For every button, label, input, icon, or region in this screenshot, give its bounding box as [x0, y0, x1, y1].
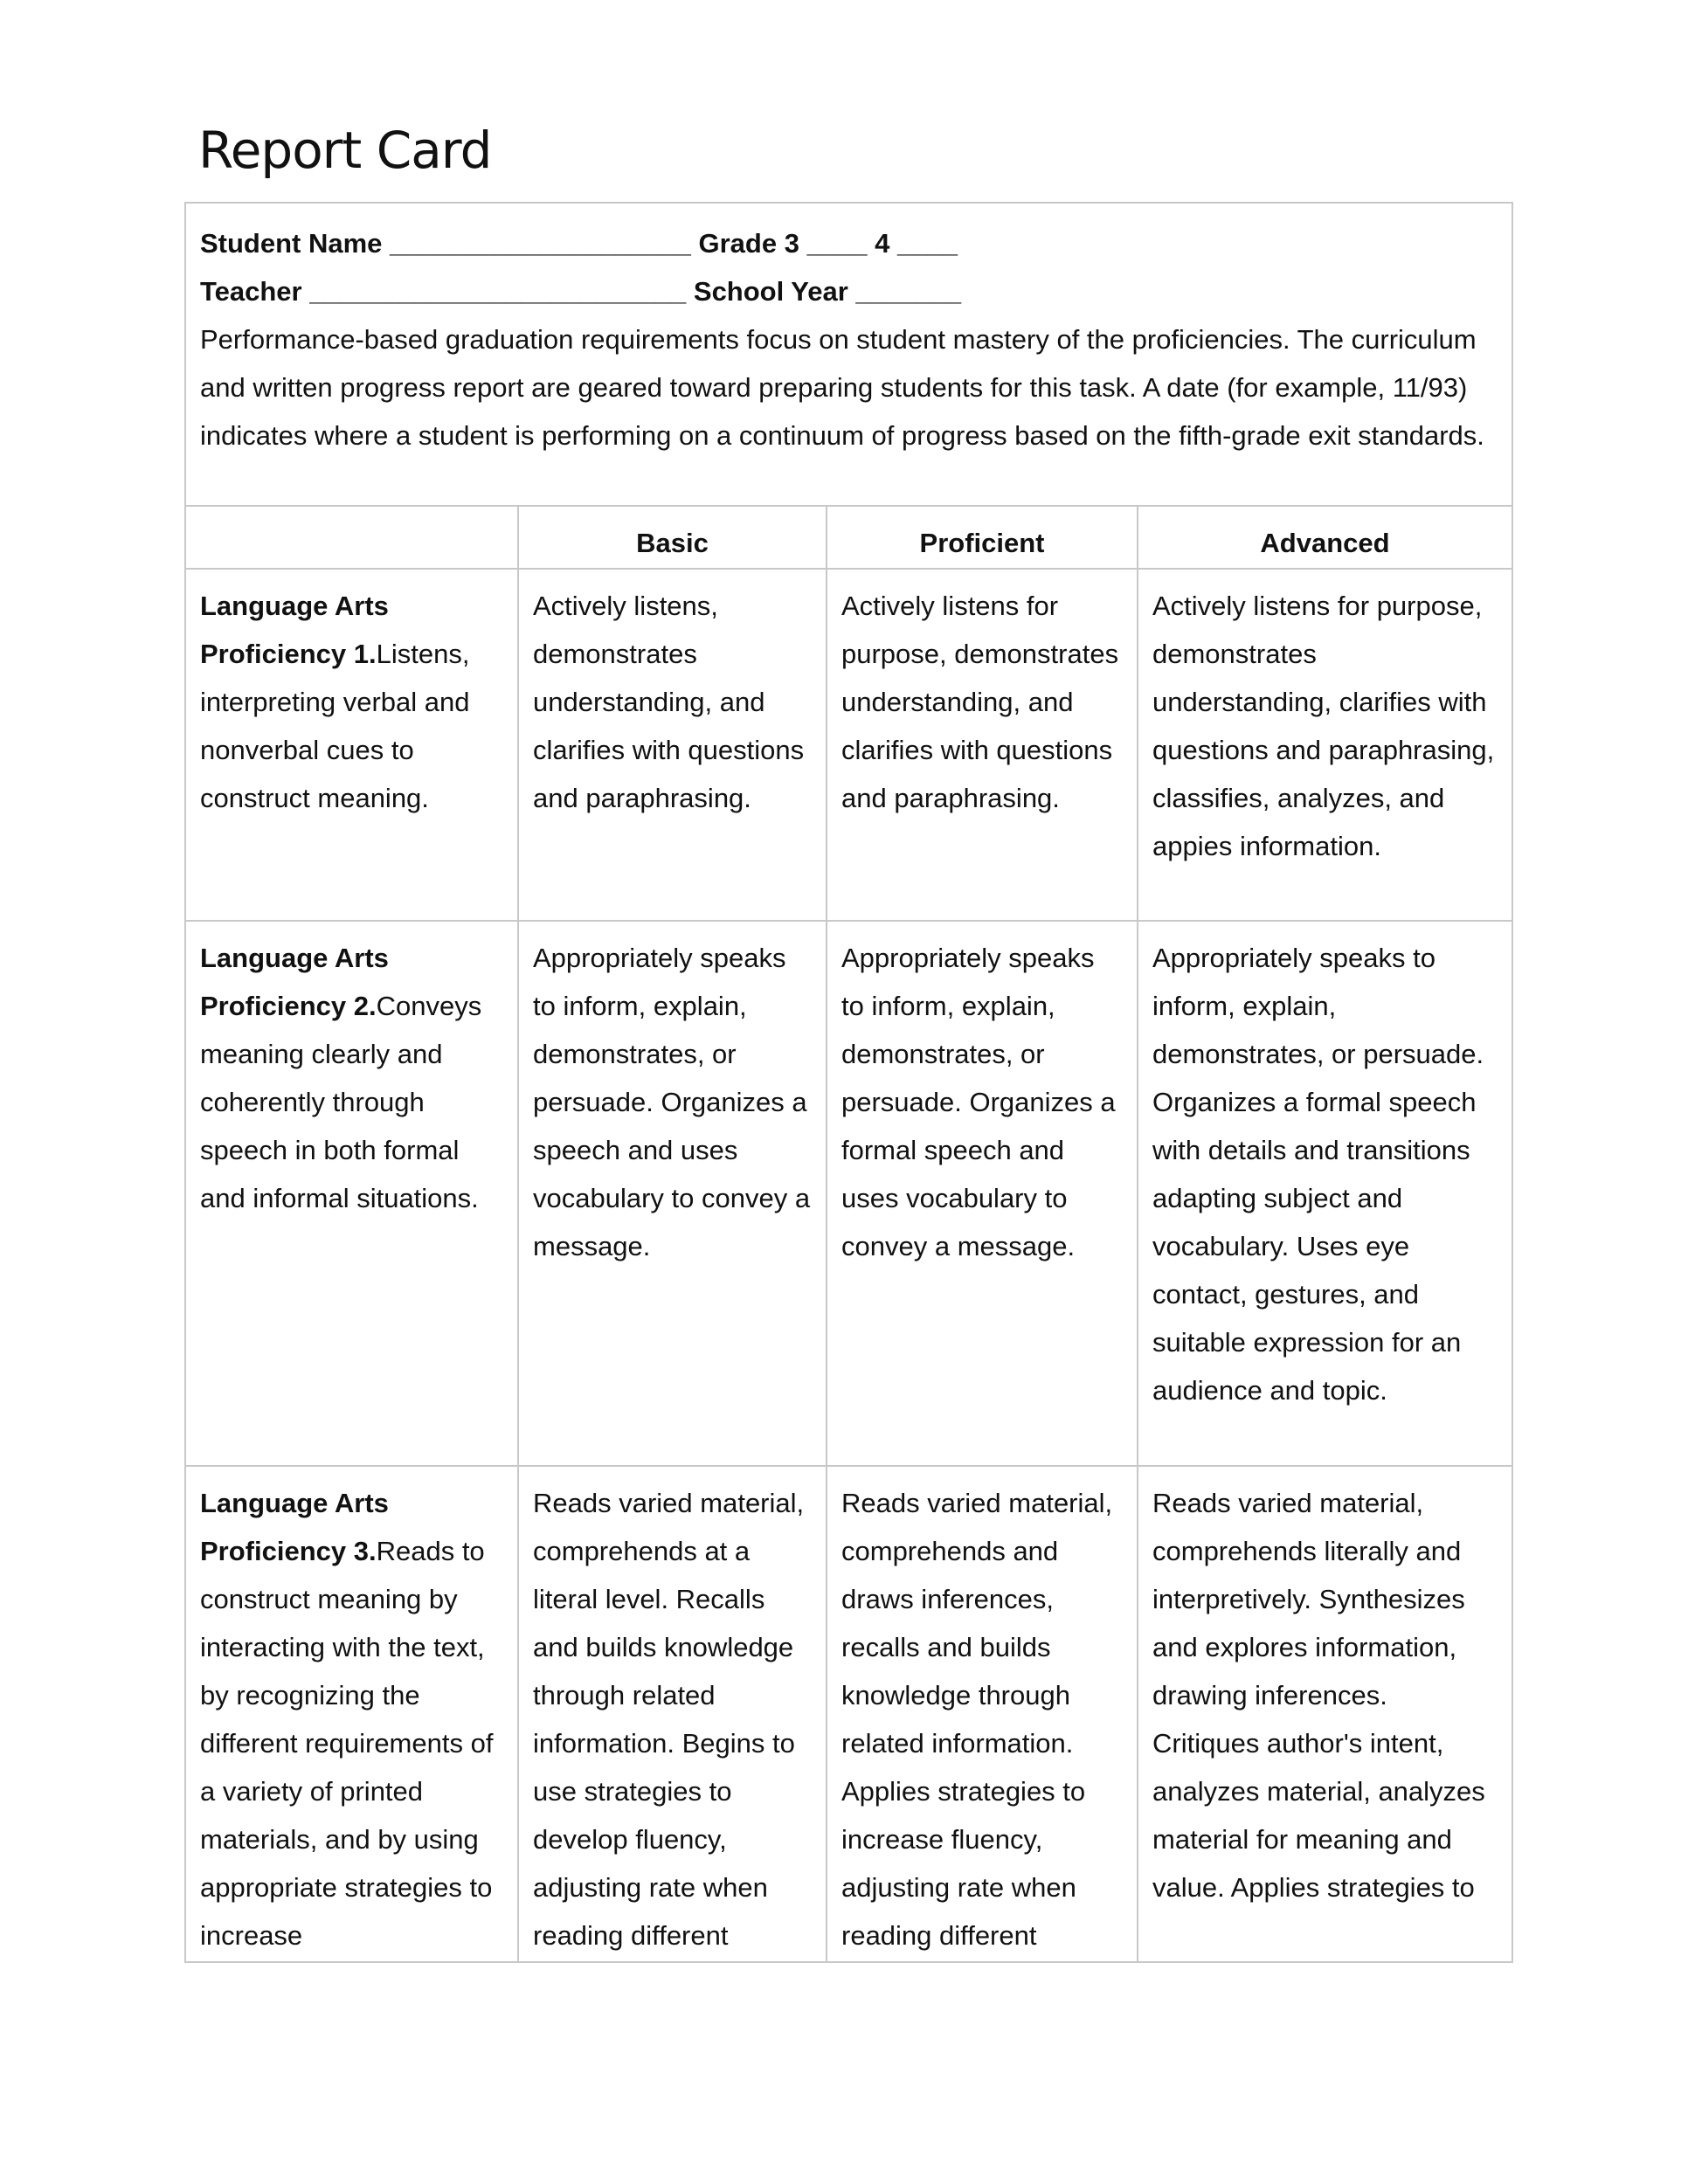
proficiency-heading: Language Arts Proficiency 2. — [200, 943, 389, 1021]
proficiency-heading: Language Arts Proficiency 3. — [200, 1488, 389, 1566]
proficiency-description: Reads to construct meaning by interacting with the text, by recognizing the different requirements of a variety of printed materials, and by using appropriate strategies to increase — [200, 1536, 494, 1951]
proficient-cell: Reads varied material, comprehends and draws inferences, recalls and builds knowledge through related information. Applies strategies to increase fluency, adjusting rate when reading different — [827, 1466, 1138, 1962]
column-header-row — [185, 506, 1512, 569]
proficiency-heading: Language Arts Proficiency 1. — [200, 591, 389, 669]
basic-cell: Appropriately speaks to inform, explain, demonstrates, or persuade. Organizes a speech and uses vocabulary to convey a message. — [518, 921, 827, 1466]
table-row — [185, 921, 1512, 1466]
column-header-advanced: Advanced — [1138, 506, 1512, 569]
proficiency-description: Listens, interpreting verbal and nonverbal cues to construct meaning. — [200, 639, 470, 813]
student-info-row — [185, 203, 1512, 506]
table-row — [185, 569, 1512, 921]
student-grade-line — [200, 219, 1498, 267]
student-name-field[interactable]: ____________________ — [390, 228, 691, 259]
proficiency-cell — [185, 1466, 518, 1962]
column-header-basic: Basic — [518, 506, 827, 569]
proficient-cell: Actively listens for purpose, demonstrates understanding, and clarifies with questions and paraphrasing. — [827, 569, 1138, 921]
column-header-empty — [185, 506, 518, 569]
basic-cell: Reads varied material, comprehends at a literal level. Recalls and builds knowledge through related information. Begins to use strategies to develop fluency, adjusting rate when reading different — [518, 1466, 827, 1962]
grade-4-label: 4 — [875, 228, 890, 259]
grade-4-field[interactable]: ____ — [897, 228, 958, 259]
teacher-field[interactable]: _________________________ — [309, 276, 687, 307]
teacher-label: Teacher — [200, 276, 302, 307]
page-title: Report Card — [198, 121, 492, 180]
advanced-cell: Reads varied material, comprehends literally and interpretively. Synthesizes and explores information, drawing inferences. Critiques author's intent, analyzes material, analyzes material for meaning and value. Applies strategies to — [1138, 1466, 1512, 1962]
advanced-cell: Appropriately speaks to inform, explain, demonstrates, or persuade. Organizes a formal speech with details and transitions adapting subject and vocabulary. Uses eye contact, gestures, and suitable expression for an audience and topic. — [1138, 921, 1512, 1466]
proficiency-description: Conveys meaning clearly and coherently through speech in both formal and informal situations. — [200, 991, 482, 1213]
proficiency-cell — [185, 921, 518, 1466]
school-year-label: School Year — [693, 276, 848, 307]
proficient-cell: Appropriately speaks to inform, explain, demonstrates, or persuade. Organizes a formal speech and uses vocabulary to convey a message. — [827, 921, 1138, 1466]
student-info-cell — [185, 203, 1512, 506]
basic-cell: Actively listens, demonstrates understanding, and clarifies with questions and paraphrasing. — [518, 569, 827, 921]
description-text: Performance-based graduation requirements focus on student mastery of the proficiencies. The curriculum and written progress report are geared toward preparing students for this task. A date (for example, 11/93) indicates where a student is performing on a continuum of progress based on the fifth-grade exit standards. — [200, 324, 1484, 451]
report-card-table — [184, 202, 1513, 1963]
grade-label: Grade 3 — [698, 228, 799, 259]
school-year-field[interactable]: _______ — [855, 276, 962, 307]
table-row — [185, 1466, 1512, 1962]
proficiency-cell — [185, 569, 518, 921]
advanced-cell: Actively listens for purpose, demonstrates understanding, clarifies with questions and paraphrasing, classifies, analyzes, and appies information. — [1138, 569, 1512, 921]
student-name-label: Student Name — [200, 228, 383, 259]
teacher-year-line — [200, 267, 1498, 315]
column-header-proficient: Proficient — [827, 506, 1138, 569]
grade-3-field[interactable]: ____ — [806, 228, 868, 259]
